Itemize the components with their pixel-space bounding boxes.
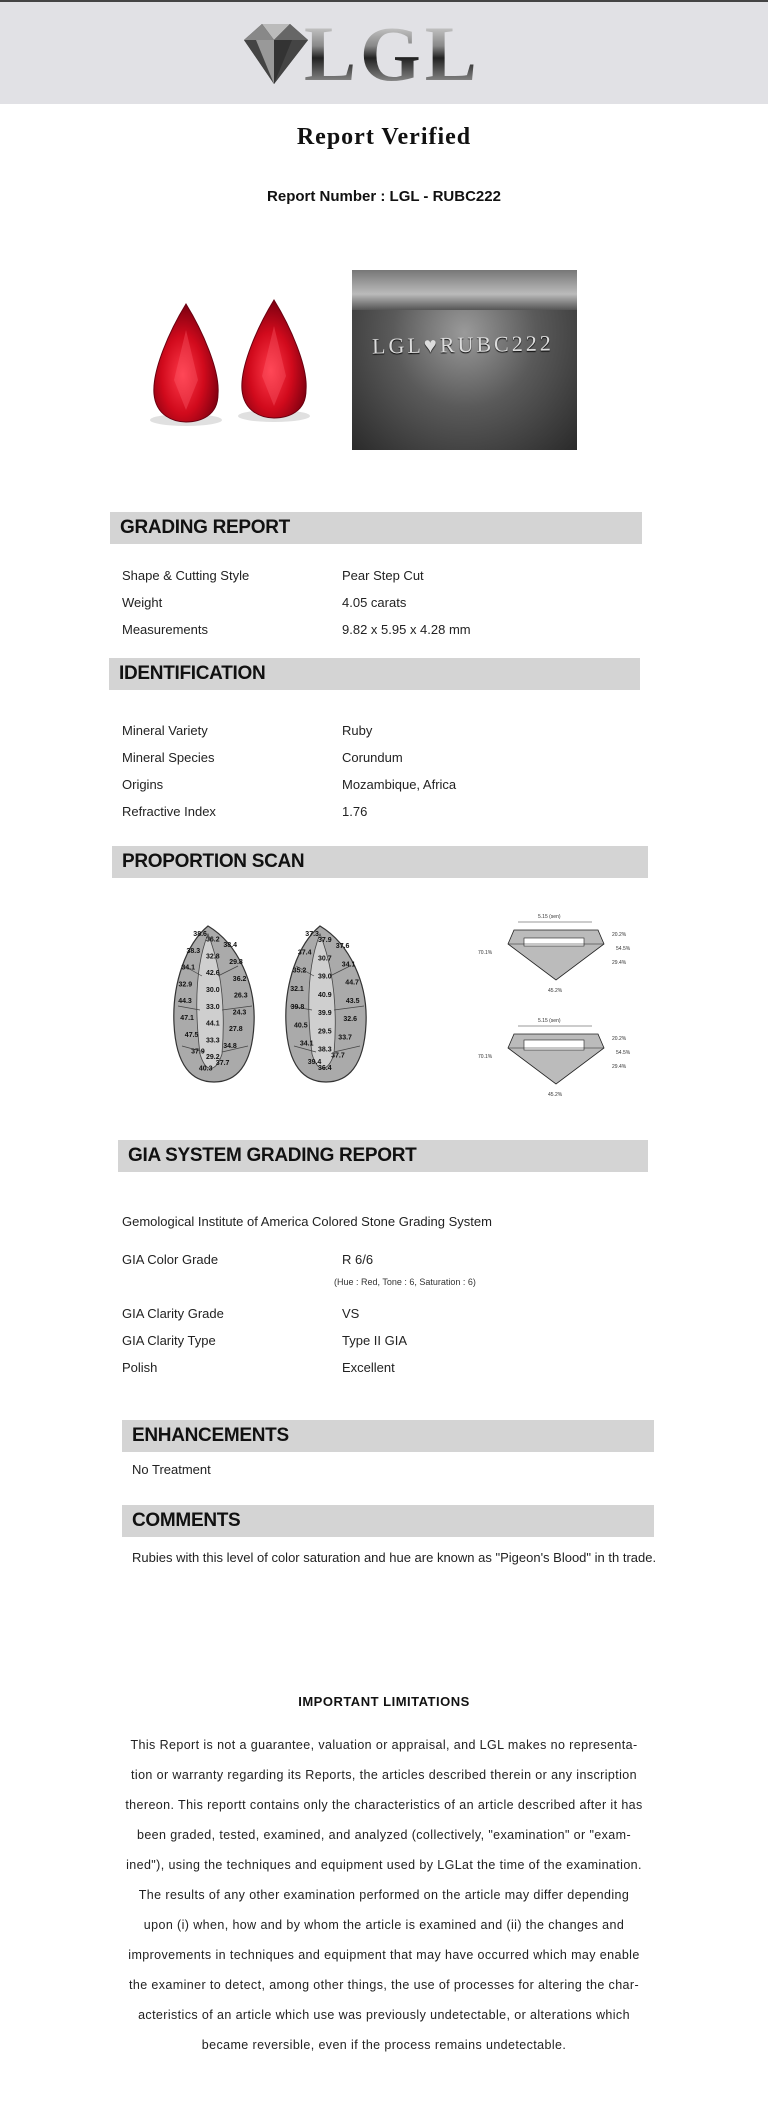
facet-value: 33.0 — [206, 1003, 220, 1011]
facet-value: 37.9 — [191, 1048, 205, 1056]
row-value: 9.82 x 5.95 x 4.28 mm — [342, 622, 471, 637]
row-value: Mozambique, Africa — [342, 777, 457, 792]
facet-value: 24.3 — [232, 1009, 247, 1017]
row-label: Polish — [122, 1360, 158, 1375]
ruby-photo — [134, 270, 326, 460]
facet-value: 37.6 — [335, 943, 350, 951]
proportion-scan-profile-diagram — [474, 906, 646, 1118]
facet-value: 29.8 — [229, 959, 243, 966]
facet-value: 32.8 — [206, 953, 220, 961]
row-value: Corundum — [342, 750, 403, 765]
limitations-line: tion or warranty regarding its Reports, the articles described therein or any inscription — [131, 1768, 637, 1782]
facet-value: 37.9 — [318, 937, 332, 945]
facet-value: 34.8 — [223, 1043, 237, 1050]
facet-value: 29.2 — [206, 1054, 220, 1062]
facet-value: 40.5 — [294, 1022, 308, 1030]
limitations-heading: IMPORTANT LIMITATIONS — [298, 1694, 470, 1709]
facet-value: 38.3 — [186, 947, 201, 955]
gia-color-note: (Hue : Red, Tone : 6, Saturation : 6) — [334, 1277, 476, 1287]
row-label: Shape & Cutting Style — [122, 568, 250, 583]
facet-value: 32.9 — [178, 981, 193, 989]
limitations-line: The results of any other examination performed on the article may differ depending — [138, 1888, 630, 1902]
profile-top-bottom: 45.2% — [548, 988, 563, 994]
facet-value: 30.7 — [318, 955, 332, 963]
profile-top-table-label: 5.15 (sen) — [538, 914, 561, 920]
profile-bottom-crown: 20.2% — [612, 1036, 627, 1042]
facet-value: 43.5 — [345, 998, 360, 1005]
row-value: Pear Step Cut — [342, 568, 424, 583]
facet-value: 38.4 — [223, 942, 238, 950]
facet-value: 36.2 — [232, 975, 247, 983]
identification-heading: IDENTIFICATION — [109, 658, 640, 690]
limitations-line: been graded, tested, examined, and analyzed (collectively, "examination" or "exam- — [136, 1828, 632, 1842]
facet-value: 36.4 — [318, 1064, 332, 1072]
facet-value: 42.6 — [206, 970, 220, 978]
row-value: Ruby — [342, 723, 373, 738]
facet-value: 36.2 — [206, 936, 220, 944]
facet-value: 40.9 — [318, 991, 332, 999]
row-value: Excellent — [342, 1360, 395, 1375]
facet-value: 32.6 — [343, 1016, 358, 1024]
limitations-line: ined"), using the techniques and equipment used by LGLat the time of the examination. — [126, 1858, 642, 1872]
profile-bottom-bottom: 45.2% — [548, 1092, 563, 1098]
facet-value: 33.7 — [338, 1034, 352, 1042]
facet-value: 33.3 — [206, 1037, 220, 1045]
row-label: GIA Clarity Type — [122, 1333, 216, 1348]
facet-value: 37.7 — [215, 1059, 230, 1067]
facet-value: 39.4 — [307, 1058, 322, 1066]
lgl-logo — [234, 10, 494, 97]
facet-value: 37.7 — [331, 1052, 345, 1060]
facet-value: 30.0 — [206, 987, 220, 994]
comments-heading: COMMENTS — [122, 1505, 654, 1537]
row-label: Weight — [122, 595, 163, 610]
profile-top-girdle: 54.5% — [616, 946, 631, 952]
facet-value: 40.3 — [198, 1065, 213, 1073]
row-value: 4.05 carats — [342, 595, 407, 610]
profile-bottom-girdle: 54.5% — [616, 1050, 631, 1056]
gia-report-heading: GIA SYSTEM GRADING REPORT — [118, 1140, 648, 1172]
facet-value: 47.1 — [180, 1015, 194, 1022]
row-value: Type II GIA — [342, 1333, 408, 1348]
facet-value: 27.8 — [229, 1026, 243, 1034]
facet-value: 32.1 — [290, 985, 304, 993]
enhancements-text: No Treatment — [132, 1462, 211, 1477]
profile-bottom-table-label: 5.15 (sen) — [538, 1018, 561, 1024]
row-label: Refractive Index — [122, 804, 216, 819]
gia-intro: Gemological Institute of America Colored Stone Grading System — [122, 1214, 492, 1229]
limitations-line: This Report is not a guarantee, valuation or appraisal, and LGL makes no representa- — [130, 1738, 638, 1752]
facet-value: 34.1 — [181, 964, 196, 972]
facet-value: 38.6 — [193, 931, 207, 938]
profile-bottom-depth: 70.1% — [478, 1054, 493, 1060]
comments-text: Rubies with this level of color saturation and hue are known as "Pigeon's Blood" in th trade. — [132, 1550, 657, 1565]
limitations-line: thereon. This reportt contains only the characteristics of an article described after it has — [125, 1798, 643, 1812]
facet-value: 44.1 — [206, 1020, 220, 1028]
facet-value: 44.7 — [345, 979, 359, 987]
row-label: Measurements — [122, 622, 208, 637]
facet-value: 35.2 — [292, 967, 307, 975]
proportion-scan-heading: PROPORTION SCAN — [112, 846, 648, 878]
profile-bottom-pavilion: 29.4% — [612, 1064, 627, 1070]
row-value: VS — [342, 1306, 360, 1321]
row-label: Mineral Variety — [122, 723, 208, 738]
facet-value: 26.3 — [234, 992, 248, 1000]
facet-value: 38.3 — [318, 1046, 332, 1054]
laser-inscription-photo — [352, 270, 577, 450]
proportion-scan-face-diagram — [118, 906, 448, 1118]
facet-value: 37.3 — [305, 931, 319, 938]
facet-value: 34.1 — [299, 1040, 314, 1048]
inscription-text: LGL♥RUBC222 — [371, 330, 554, 359]
row-label: GIA Color Grade — [122, 1252, 219, 1267]
facet-value: 29.5 — [318, 1028, 332, 1036]
enhancements-heading: ENHANCEMENTS — [122, 1420, 654, 1452]
row-label: GIA Clarity Grade — [122, 1306, 224, 1321]
limitations-line: improvements in techniques and equipment that may have occurred which may enable — [128, 1948, 640, 1962]
limitations-line: acteristics of an article which use was previously undetectable, or alterations which — [138, 2008, 630, 2022]
report-number: Report Number : LGL - RUBC222 — [267, 188, 501, 205]
page-title: Report Verified — [296, 124, 472, 150]
facet-value: 44.3 — [178, 998, 192, 1006]
header-banner — [0, 0, 768, 104]
row-label: Origins — [122, 777, 164, 792]
facet-value: 39.9 — [318, 1010, 332, 1018]
facet-value: 47.5 — [184, 1031, 199, 1039]
profile-top-crown: 20.2% — [612, 932, 627, 938]
profile-top-pavilion: 29.4% — [612, 960, 627, 966]
limitations-line: became reversible, even if the process remains undetectable. — [201, 2038, 567, 2052]
diamond-icon — [234, 18, 314, 90]
facet-value: 37.4 — [297, 949, 312, 957]
row-value: R 6/6 — [342, 1252, 374, 1267]
profile-top-depth: 70.1% — [478, 950, 493, 956]
logo-wordmark: LGL — [304, 10, 481, 97]
limitations-line: the examiner to detect, among other things, the use of processes for altering the char- — [128, 1978, 640, 1992]
grading-report-heading: GRADING REPORT — [110, 512, 642, 544]
row-value: 1.76 — [342, 804, 368, 819]
facet-value: 39.0 — [318, 973, 332, 981]
limitations-line: upon (i) when, how and by whom the article is examined and (ii) the changes and — [143, 1918, 625, 1932]
facet-value: 34.1 — [341, 961, 356, 969]
row-label: Mineral Species — [122, 750, 215, 765]
facet-value: 39.8 — [290, 1004, 305, 1011]
